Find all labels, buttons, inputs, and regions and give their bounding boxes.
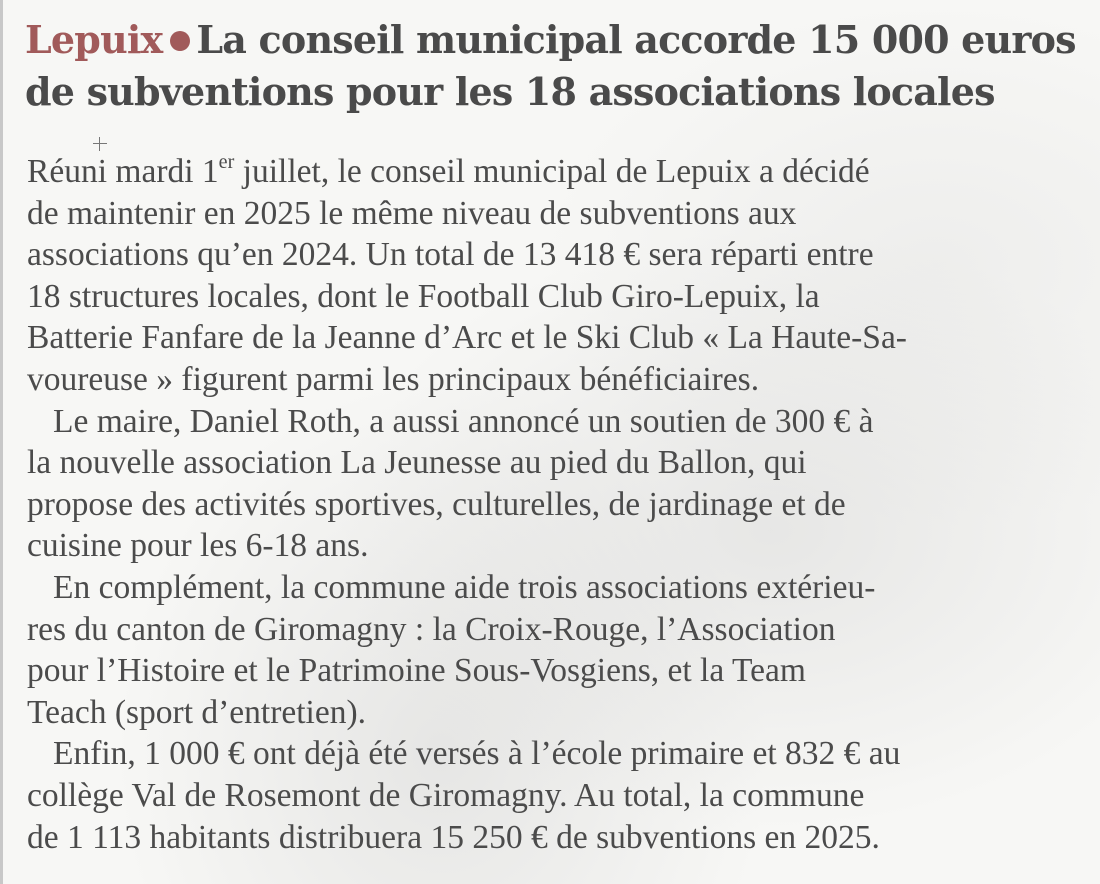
body-line: la nouvelle association La Jeunesse au pied du Ballon, qui	[27, 444, 807, 482]
body-line: Batterie Fanfare de la Jeanne d’Arc et le Ski Club « La Haute-Sa-	[27, 319, 907, 357]
bullet-icon	[170, 31, 190, 51]
body-line: En complément, la commune aide trois associations extérieu-	[53, 568, 876, 606]
body-line: propose des activités sportives, culturelles, de jardinage et de	[27, 485, 846, 523]
paragraph-3	[27, 567, 1087, 733]
body-line: voureuse » figurent parmi les principaux bénéficiaires.	[27, 360, 760, 398]
text-span: juillet, le conseil municipal de Lepuix a décidé	[234, 153, 870, 190]
headline-line-2: de subventions pour les 18 associations locales	[25, 69, 995, 114]
headline	[25, 14, 1095, 118]
paragraph-4	[27, 733, 1087, 858]
superscript: er	[218, 150, 235, 173]
body-line	[27, 151, 1087, 193]
body-line: Enfin, 1 000 € ont déjà été versés à l’école primaire et 832 € au	[53, 735, 901, 773]
body-line: associations qu’en 2024. Un total de 13 418 € sera réparti entre	[27, 236, 874, 274]
body-line: Le maire, Daniel Roth, a aussi annoncé un soutien de 300 € à	[53, 402, 874, 440]
text-span: Réuni mardi 1	[27, 153, 219, 190]
body-line: cuisine pour les 6-18 ans.	[27, 527, 369, 565]
headline-kicker: Lepuix	[25, 17, 163, 62]
body-line: Teach (sport d’entretien).	[27, 693, 367, 731]
body-line: de 1 113 habitants distribuera 15 250 € de subventions en 2025.	[27, 818, 880, 856]
headline-line-1: La conseil municipal accorde 15 000 euros	[196, 17, 1076, 62]
paragraph-2	[27, 401, 1087, 567]
body-line: 18 structures locales, dont le Football Club Giro-Lepuix, la	[27, 277, 820, 315]
body-line: de maintenir en 2025 le même niveau de subventions aux	[27, 194, 797, 232]
body-line: pour l’Histoire et le Patrimoine Sous-Vosgiens, et la Team	[27, 652, 806, 690]
body-line: collège Val de Rosemont de Giromagny. Au total, la commune	[27, 776, 865, 814]
paragraph-1	[27, 151, 1087, 401]
body-line: res du canton de Giromagny : la Croix-Rouge, l’Association	[27, 610, 836, 648]
article-body	[27, 151, 1087, 858]
crosshair-cursor-icon	[93, 137, 107, 151]
